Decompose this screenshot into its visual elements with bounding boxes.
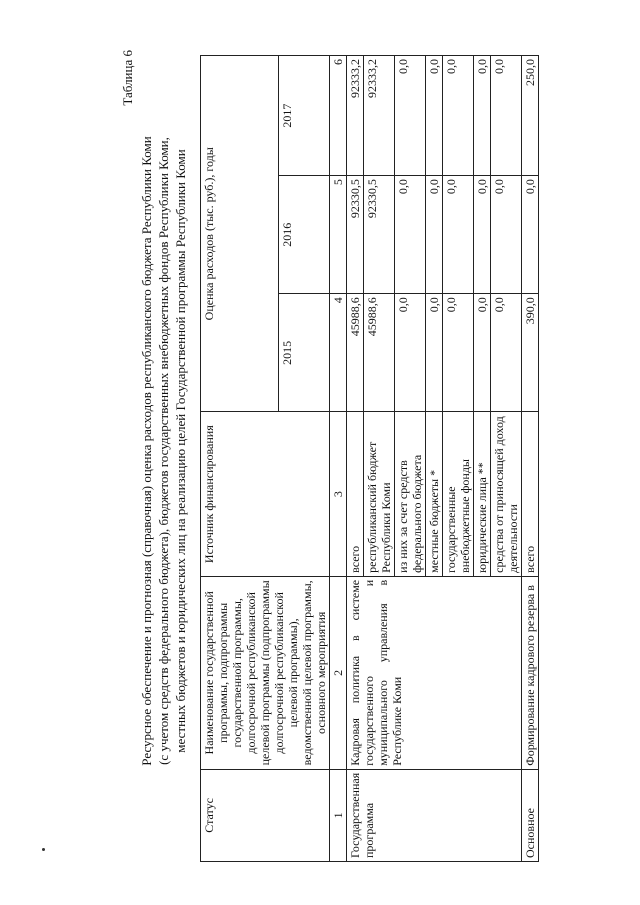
column-numbers-row [330,56,347,862]
value-cell: 0,0 [443,56,474,176]
column-number: 2 [330,576,347,769]
table-row [522,56,539,862]
source-cell: местные бюджеты * [426,412,443,576]
header-year: 2017 [279,56,330,176]
column-number: 1 [330,769,347,861]
table-row [347,56,364,862]
page-dot [42,848,45,851]
header-year: 2015 [279,294,330,412]
header-status: Статус [201,769,330,861]
title-line: Ресурсное обеспечение и прогнозная (справочная) оценка расходов республиканского бюджета Республики Коми [139,136,154,766]
source-cell: из них за счет средств федерального бюджета [395,412,426,576]
column-number: 3 [330,412,347,576]
value-cell: 0,0 [395,56,426,176]
value-cell: 0,0 [443,294,474,412]
table-label: Таблица 6 [120,50,135,106]
value-cell: 0,0 [474,294,491,412]
header-source: Источник финансирования [201,412,330,576]
value-cell: 0,0 [491,176,522,294]
header-row [201,56,279,862]
value-cell: 0,0 [426,56,443,176]
value-cell: 0,0 [395,176,426,294]
title-line: местных бюджетов и юридических лиц на реализацию целей Государственной программы Республики Коми [173,149,188,753]
value-cell: 0,0 [426,294,443,412]
header-estimate: Оценка расходов (тыс. руб.), годы [201,56,279,412]
value-cell: 0,0 [395,294,426,412]
program-status: Государственная программа [347,769,522,861]
value-cell: 0,0 [474,176,491,294]
column-number: 6 [330,56,347,176]
value-cell: 92333,2 [347,56,364,176]
program-name: Кадровая политика в системе государственного и муниципального управления в Республике Коми [347,576,522,769]
value-cell: 0,0 [491,294,522,412]
value-cell: 45988,6 [364,294,395,412]
source-cell: всего [522,412,539,576]
value-cell: 45988,6 [347,294,364,412]
value-cell: 0,0 [474,56,491,176]
resource-table [200,55,539,862]
value-cell: 92330,5 [347,176,364,294]
value-cell: 92330,5 [364,176,395,294]
header-name: Наименование государственной программы, подпрограммы государственной программы, долгосрочной республиканской целевой программы (подпрограммы долгосрочной республиканской целевой программы), ведомственной целевой программы, основного мероприятия [201,576,330,769]
source-cell: республиканский бюджет Республики Коми [364,412,395,576]
title-line: (с учетом средств федерального бюджета), бюджетов государственных внебюджетных фондов Республики Коми, [156,137,171,765]
source-cell: юридические лица ** [474,412,491,576]
rotated-page [120,40,590,862]
source-cell: средства от приносящей доход деятельности [491,412,522,576]
value-cell: 250,0 [522,56,539,176]
value-cell: 92333,2 [364,56,395,176]
source-cell: государственные внебюджетные фонды [443,412,474,576]
value-cell: 0,0 [522,176,539,294]
value-cell: 0,0 [491,56,522,176]
value-cell: 0,0 [426,176,443,294]
value-cell: 390,0 [522,294,539,412]
row-name: Формирование кадрового резерва в [522,576,539,769]
column-number: 4 [330,294,347,412]
value-cell: 0,0 [443,176,474,294]
header-year: 2016 [279,176,330,294]
column-number: 5 [330,176,347,294]
source-cell: всего [347,412,364,576]
row-status: Основное [522,769,539,861]
table-title [138,40,189,862]
